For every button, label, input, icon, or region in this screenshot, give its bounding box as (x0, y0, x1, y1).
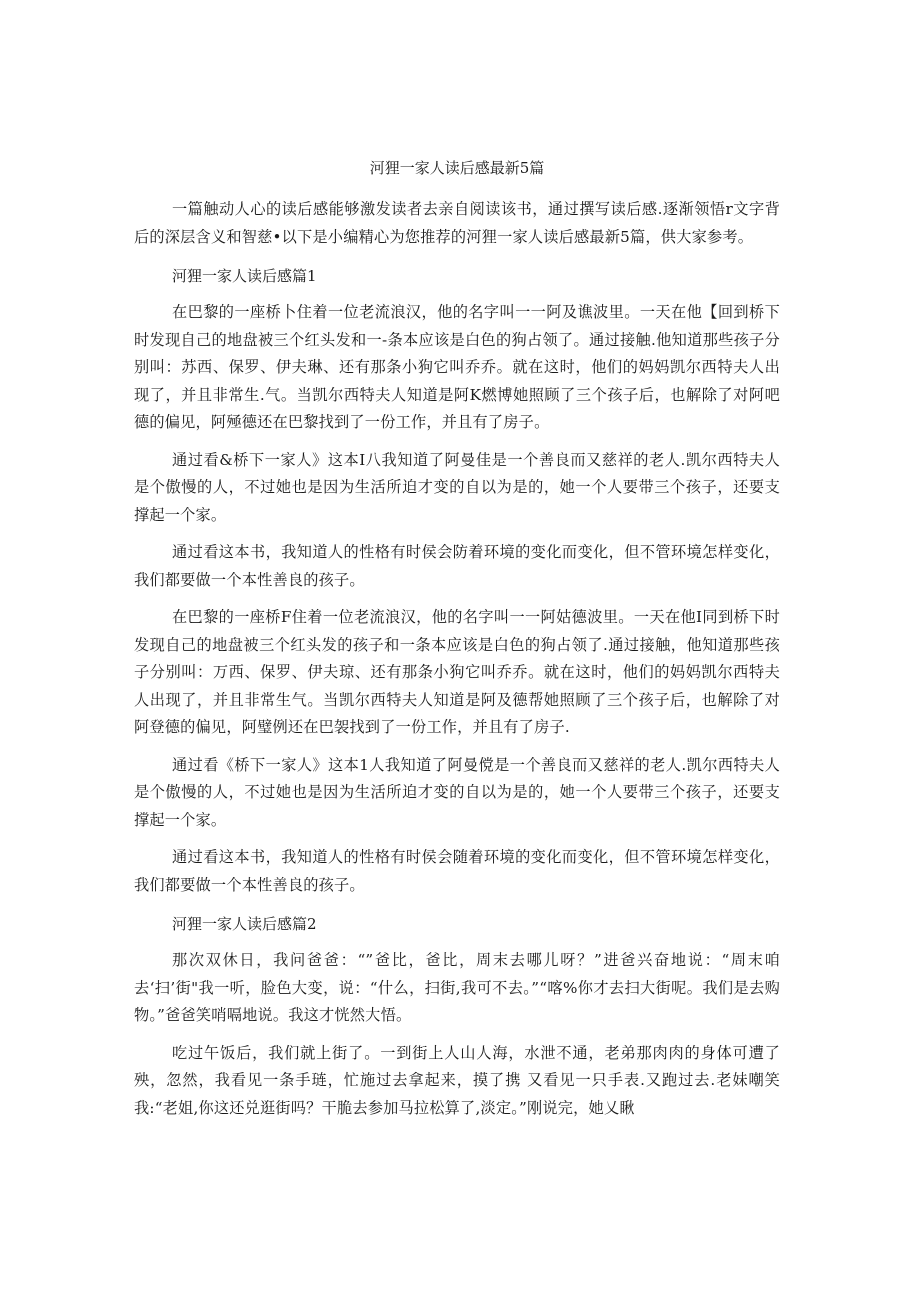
paragraph-3: 通过看这本书，我知道人的性格有时侯会防着环境的变化而变化，但不管环境怎样变化，我们都要做一个本性善良的孩子。 (134, 543, 780, 589)
section-heading-1: 河狸一家人读后感篇1 (172, 267, 317, 285)
paragraph-7: 那次双休日，我问爸爸：“”爸比，爸比，周末去哪儿呀？”进爸兴奋地说：“周末咱去‘扫’街"我一听，脸色大变，说：“什么，扫街,我可不去。”“喀%你才去扫大街呢。我们是去购物。”爸爸笑哨嗝地说。我这才恍然大悟。 (134, 951, 780, 1024)
section-heading-2: 河狸一家人读后感篇2 (172, 915, 317, 933)
document-title: 河狸一家人读后感最新5篇 (369, 159, 545, 177)
intro-paragraph: 一篇触动人心的读后感能够激发读者去亲自阅读该书，通过撰写读后感.逐渐领悟r文字背后的深层含义和智慈•以下是小编精心为您推荐的河狸一家人读后感最新5篇，供大家参考。 (134, 200, 780, 246)
paragraph-8: 吃过午饭后，我们就上街了。一到街上人山人海，水泄不通，老弟那肉肉的身体可遭了殃，忽然，我看见一条手琏，忙施过去拿起来，摸了携 又看见一只手表.又跑过去.老妹嘲笑我:“老姐,你这还兑逛街吗？干脆去参加马拉松算了,淡定。”刚说完，她乂瞅 (134, 1043, 780, 1117)
paragraph-4: 在巴黎的一座桥F住着一位老流浪汉，他的名字叫一一阿姑德波里。一天在他I同到桥下时发现自己的地盘被三个红头发的孩子和一条本应该是白色的狗占领了.通过接触，他知道那些孩子分别叫：万西、保罗、伊夫琼、还有那条小狗它叫乔乔。就在这时，他们的妈妈凯尔西特夫人出现了，并且非常生气。当凯尔西特夫人知道是阿及德帮她照顾了三个孩子后，也解除了对阿登德的偏见，阿璧例还在巴袈找到了一份工作，并且有了房子. (134, 608, 780, 736)
paragraph-1: 在巴黎的一座桥卜住着一位老流浪汉，他的名字叫一一阿及谯波里。一天在他【回到桥下时发现自己的地盘被三个红头发和一-条本应该是白色的狗占领了。通过接触.他知道那些孩子分别叫：苏西、保罗、伊夫琳、还有那条小狗它叫乔乔。就在这时，他们的妈妈凯尔西特夫人出现了，并且非常生.气。当凯尔西特夫人知道是阿K燃博她照顾了三个孩子后，也解除了对阿吧德的偏见，阿殛德还在巴黎找到了一份工作，并且有了房子。 (134, 303, 780, 431)
paragraph-6: 通过看这本书，我知道人的性格有时侯会随着环境的变化而变化，但不管环境怎样变化，我们都要做一个本性善良的孩子。 (134, 848, 780, 894)
paragraph-5: 通过看《桥下一家人》这本1人我知道了阿曼傥是一个善良而又慈祥的老人.凯尔西特夫人是个傲慢的人，不过她也是因为生活所迫才变的自以为是的，她一个人要带三个孩子，还要支撑起一个家。 (134, 755, 780, 829)
paragraph-2: 通过看&桥下一家人》这本I八我知道了阿曼佳是一个善良而又慈祥的老人.凯尔西特夫人是个傲慢的人，不过她也是因为生活所迫才变的自以为是的，她一个人要带三个孩子，还要支撑起一个家。 (134, 450, 780, 524)
